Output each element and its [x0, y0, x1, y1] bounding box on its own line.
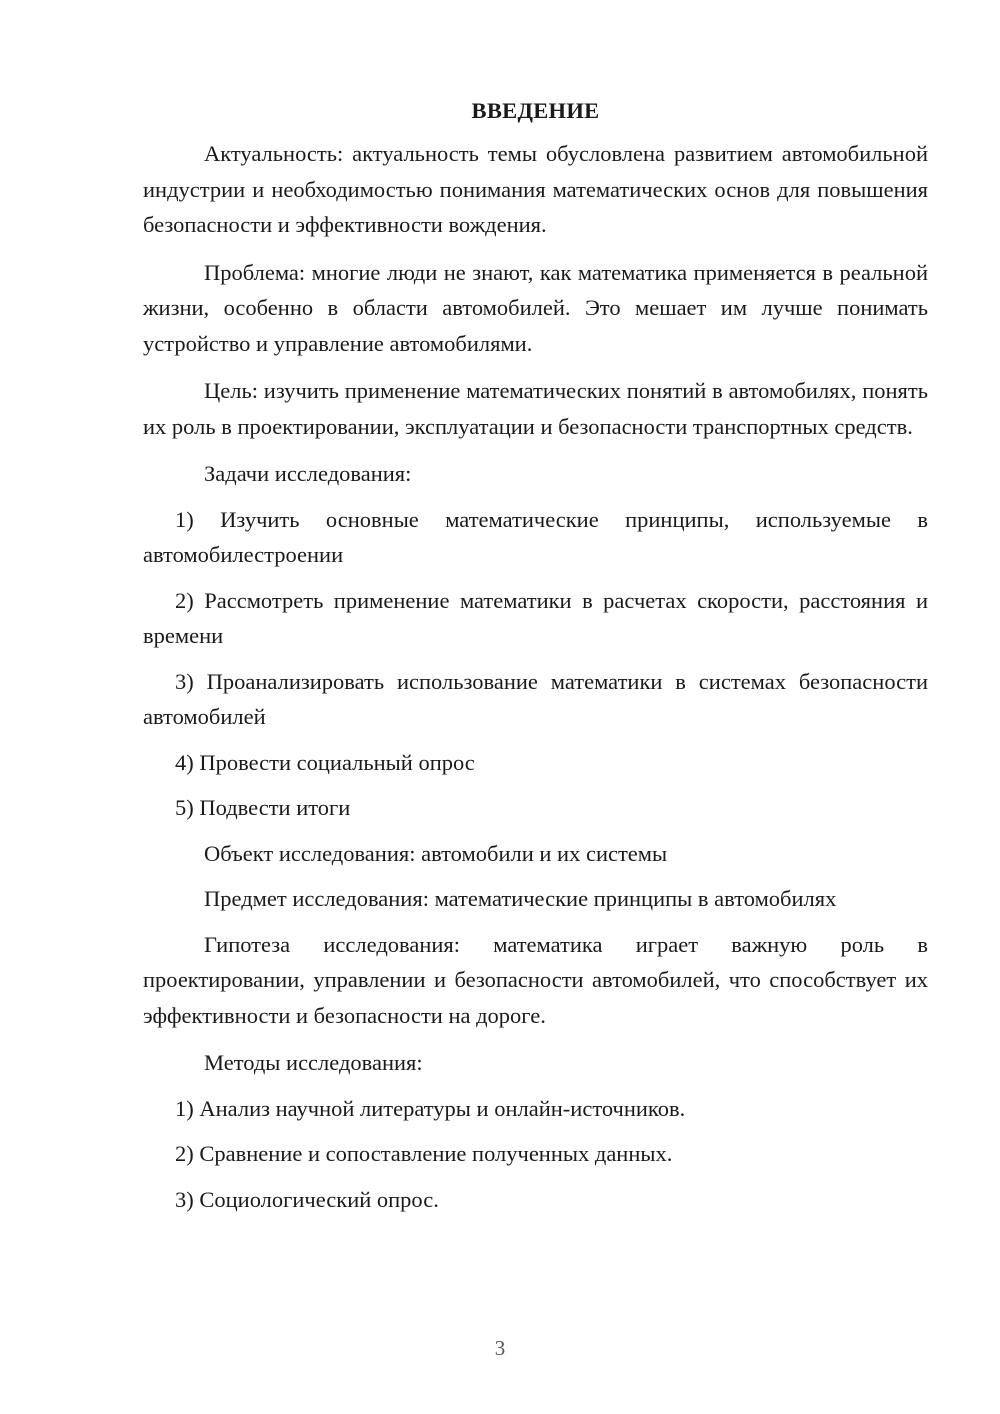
page-content — [143, 96, 928, 1227]
methods-heading: Методы исследования: — [204, 1050, 423, 1075]
page-number: 3 — [494, 1336, 506, 1360]
task-item-3: 3) Проанализировать использование математики в системах безопасности автомобилей — [143, 668, 928, 729]
research-object: Объект исследования: автомобили и их системы — [204, 840, 668, 866]
method-item-3: 3) Социологический опрос. — [175, 1186, 439, 1212]
task-item-1: 1) Изучить основные математические принципы, используемые в автомобилестроении — [143, 506, 928, 567]
method-item-2: 2) Сравнение и сопоставление полученных данных. — [175, 1141, 673, 1166]
method-item-1: 1) Анализ научной литературы и онлайн-источников. — [175, 1095, 686, 1121]
task-item-4: 4) Провести социальный опрос — [175, 749, 475, 775]
hypothesis-paragraph: Гипотеза исследования: математика играет важную роль в проектировании, управлении и безопасности автомобилей, что способствует их эффективности и безопасности на дороге. — [143, 931, 928, 1028]
relevance-paragraph: Актуальность: актуальность темы обусловлена развитием автомобильной индустрии и необходимостью понимания математических основ для повышения безопасности и эффективности вождения. — [143, 141, 928, 237]
section-title: ВВЕДЕНИЕ — [471, 98, 600, 123]
research-subject: Предмет исследования: математические принципы в автомобилях — [204, 886, 837, 911]
task-item-2: 2) Рассмотреть применение математики в расчетах скорости, расстояния и времени — [143, 587, 928, 648]
problem-paragraph: Проблема: многие люди не знают, как математика применяется в реальной жизни, особенно в области автомобилей. Это мешает им лучше понимать устройство и управление автомобилями. — [143, 259, 928, 356]
goal-paragraph: Цель: изучить применение математических понятий в автомобилях, понять их роль в проектировании, эксплуатации и безопасности транспортных средств. — [143, 378, 928, 439]
task-item-5: 5) Подвести итоги — [175, 795, 351, 820]
tasks-heading: Задачи исследования: — [204, 461, 412, 486]
